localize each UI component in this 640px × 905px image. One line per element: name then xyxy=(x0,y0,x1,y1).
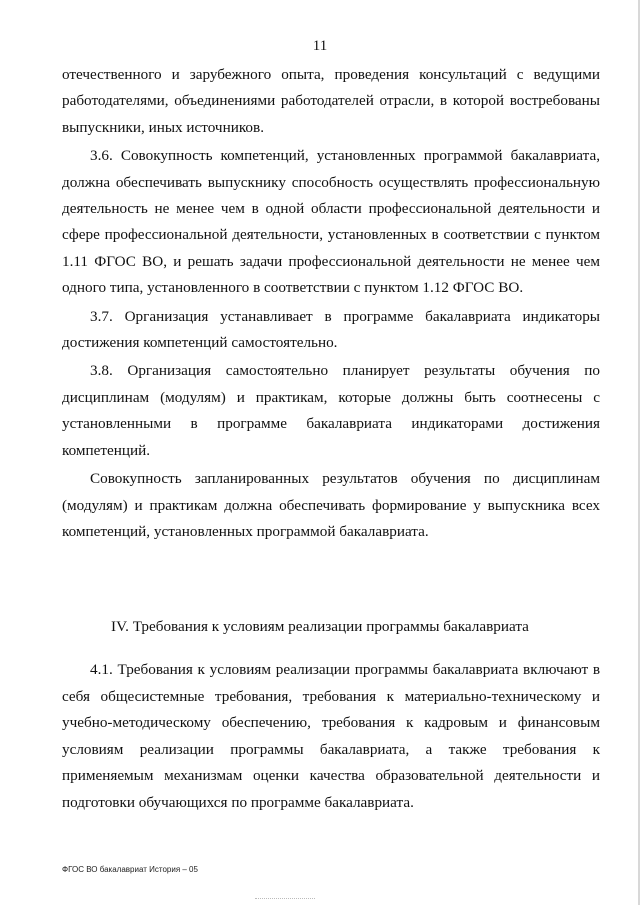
paragraph-3-6: 3.6. Совокупность компетенций, установленных программой бакалавриата, должна обеспечивать выпускнику способность осуществлять профессиональную деятельность не менее чем в одной области профессиональной деятельности и сфере профессиональной деятельности, установленных в соответствии с пунктом 1.11 ФГОС ВО, и решать задачи профессиональной деятельности не менее чем одного типа, установленного в соответствии с пунктом 1.12 ФГОС ВО. xyxy=(62,147,600,297)
paragraph-continuation: отечественного и зарубежного опыта, проведения консультаций с ведущими работодателями, объединениями работодателей отрасли, в которой востребованы выпускники, иных источников. xyxy=(62,66,600,136)
page-footer: ФГОС ВО бакалавриат История – 05 xyxy=(62,865,198,874)
page-number: 11 xyxy=(312,38,328,54)
section-body xyxy=(62,657,600,817)
paragraph-4-1: 4.1. Требования к условиям реализации программы бакалавриата включают в себя общесистемные требования, требования к материально-техническому и учебно-методическому обеспечению, требования к кадровым и финансовым условиям реализации программы бакалавриата, а также требования к применяемым механизмам оценки качества образовательной деятельности и подготовки обучающихся по программе бакалавриата. xyxy=(62,661,600,811)
scan-artifact xyxy=(255,898,315,901)
paragraph-3-7: 3.7. Организация устанавливает в программе бакалавриата индикаторы достижения компетенций самостоятельно. xyxy=(62,307,600,352)
section-heading: IV. Требования к условиям реализации программы бакалавриата xyxy=(111,618,529,635)
document-body xyxy=(62,62,600,545)
paragraph-3-8: 3.8. Организация самостоятельно планирует результаты обучения по дисциплинам (модулям) и практикам, которые должны быть соотнесены с установленными в программе бакалавриата индикаторами достижения компетенций. xyxy=(62,362,600,459)
paragraph-results-totality: Совокупность запланированных результатов обучения по дисциплинам (модулям) и практикам должна обеспечивать формирование у выпускника всех компетенций, установленных программой бакалавриата. xyxy=(62,470,600,540)
